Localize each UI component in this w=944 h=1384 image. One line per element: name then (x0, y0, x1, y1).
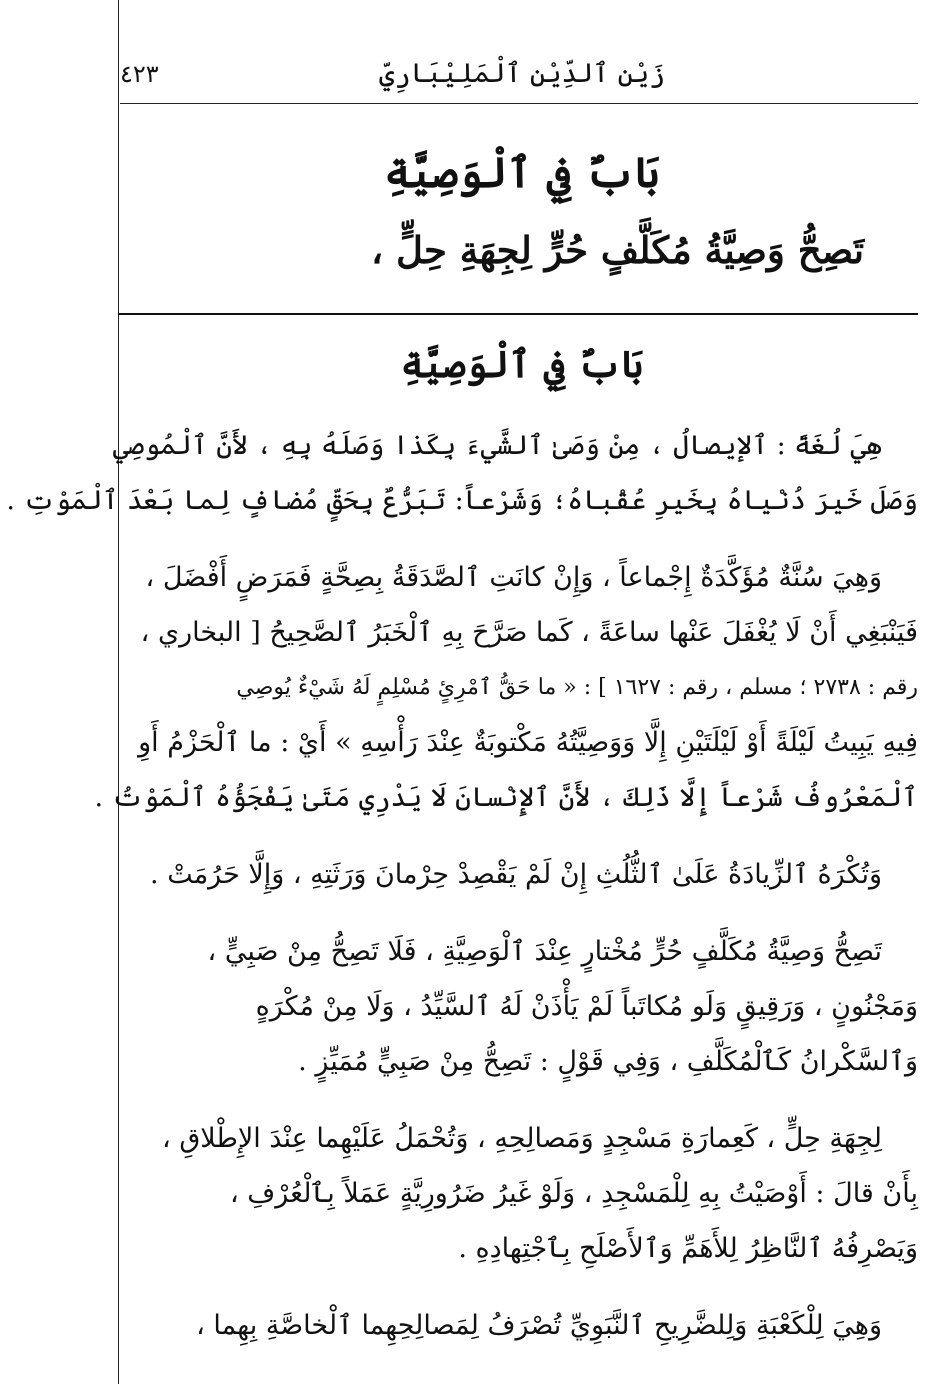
paragraph (6, 418, 918, 528)
text-line: وَٱلسَّكْرانُ كَٱلْمُكَلَّفِ ، وَفِي قَوْلٍ : تَصِحُّ مِنْ صَبِيٍّ مُمَيِّزٍ . (298, 1046, 918, 1077)
sharh-body (6, 418, 918, 1375)
margin-line (118, 0, 119, 1384)
header-rule (120, 103, 918, 104)
matn-chapter-title: بَابٌ فِي ٱلْوَصِيَّةِ (384, 148, 660, 197)
text-line: بِأَنْ قالَ : أَوْصَيْتُ بِهِ لِلْمَسْجِدِ ، وَلَوْ غَيرُ ضَرُورِيَّةٍ عَمَلاً بِٱلْعُرْفِ ، (230, 1178, 918, 1209)
text-line: هِيَ لُغَةً : ٱلإيصالُ ، مِنْ وَصَىٰ ٱلشَّيءَ بِكَذا وَصَلَهُ بِهِ ، لأَنَّ ٱلْمُوصِي (112, 430, 882, 461)
sharh-chapter-title: بَابٌ فِي ٱلْوَصِيَّةِ (400, 342, 644, 386)
text-line: وَمَجْنُونٍ ، وَرَقِيقٍ وَلَو مُكاتَباً لَمْ يَأْذَنْ لَهُ ٱلسَّيِّدُ ، وَلَا مِنْ مُكْرَهٍ (255, 991, 918, 1022)
paragraph (122, 847, 918, 902)
text-line: وَهِيَ لِلْكَعْبَةِ وَلِلضَّرِيحِ ٱلنَّبَوِيِّ تُصْرَفُ لِمَصالِحِهِما ٱلْخاصَّةِ بِهِما ، (196, 1310, 882, 1341)
paragraph (122, 924, 918, 1089)
section-divider (118, 313, 918, 315)
hadith-reference-line: رقم : ٢٧٣٨ ؛ مسلم ، رقم : ١٦٢٧ ] : « ما حَقُّ ٱمْرِئٍ مُسْلِمٍ لَهُ شَيْءٌ يُوصِي (236, 675, 918, 700)
matn-text: تَصِحُّ وَصِيَّةُ مُكَلَّفٍ حُرٍّ لِجِهَةِ حِلٍّ ، (371, 228, 864, 272)
text-line: فِيهِ يَبِيتُ لَيْلَةً أَوْ لَيْلَتَيْنِ إِلَّا وَوَصِيَّتُهُ مَكْتوبَةٌ عِنْدَ رَأْسِهِ » أَيْ : ما ٱلْحَزْمُ أَوِ (138, 727, 918, 758)
text-line: وَهِيَ سُنَّةٌ مُؤَكَّدَةٌ إِجْماعاً ، وَإِنْ كانَتِ ٱلصَّدَقَةُ بِصِحَّةٍ فَمَرَضٍ أَفْضَلَ ، (145, 562, 882, 593)
text-line: تَصِحُّ وَصِيَّةُ مُكَلَّفٍ حُرٍّ مُخْتارٍ عِنْدَ ٱلْوَصِيَّةِ ، فَلَا تَصِحُّ مِنْ صَبِيٍّ ، (207, 936, 882, 967)
paragraph (122, 1298, 918, 1353)
running-head: زَيْن ٱلدِّيْن ٱلْمَلِيْبَارِيِّ (378, 58, 666, 89)
text-line: وَصَلَ خَيرَ دُنْياهُ بِخَيرِ عُقْباهُ؛ وَشَرْعاً: تَبَرُّعٌ بِحَقٍّ مُضافٍ لِما بَعْدَ ٱلْمَوْتِ . (6, 485, 918, 516)
text-line: لِجِهَةِ حِلٍّ ، كَعِمارَةِ مَسْجِدٍ وَمَصالِحِهِ ، وَتُحْمَلُ عَلَيْهِما عِنْدَ الإِطْلاقِ ، (162, 1123, 882, 1154)
paragraph (122, 1111, 918, 1276)
text-line: وَتُكْرَهُ ٱلزِّيادَةُ عَلَىٰ ٱلثُّلُثِ إِنْ لَمْ يَقْصِدْ حِرْمانَ وَرَثَتِهِ ، وَإِلَّا حَرُمَتْ . (150, 859, 882, 890)
text-line: فَيَنْبَغِي أَنْ لَا يُغْفَلَ عَنْها ساعَةً ، كَما صَرَّحَ بِهِ ٱلْخَبَرُ ٱلصَّحِيحُ [ البخاري ، (140, 617, 918, 648)
text-line: ٱلْمَعْرُوفُ شَرْعاً إِلَّا ذَلِكَ ، لأَنَّ ٱلإِنْسانَ لَا يَدْرِي مَتَىٰ يَفْجَؤُهُ ٱلْمَوْتُ . (94, 782, 918, 813)
page-number: ٤٢٣ (120, 60, 159, 88)
text-line: وَيَصْرِفُهُ ٱلنَّاظِرُ لِلأَهَمِّ وَٱلأَصْلَحِ بِٱجْتِهادِهِ . (458, 1233, 918, 1264)
paragraph (94, 550, 918, 825)
